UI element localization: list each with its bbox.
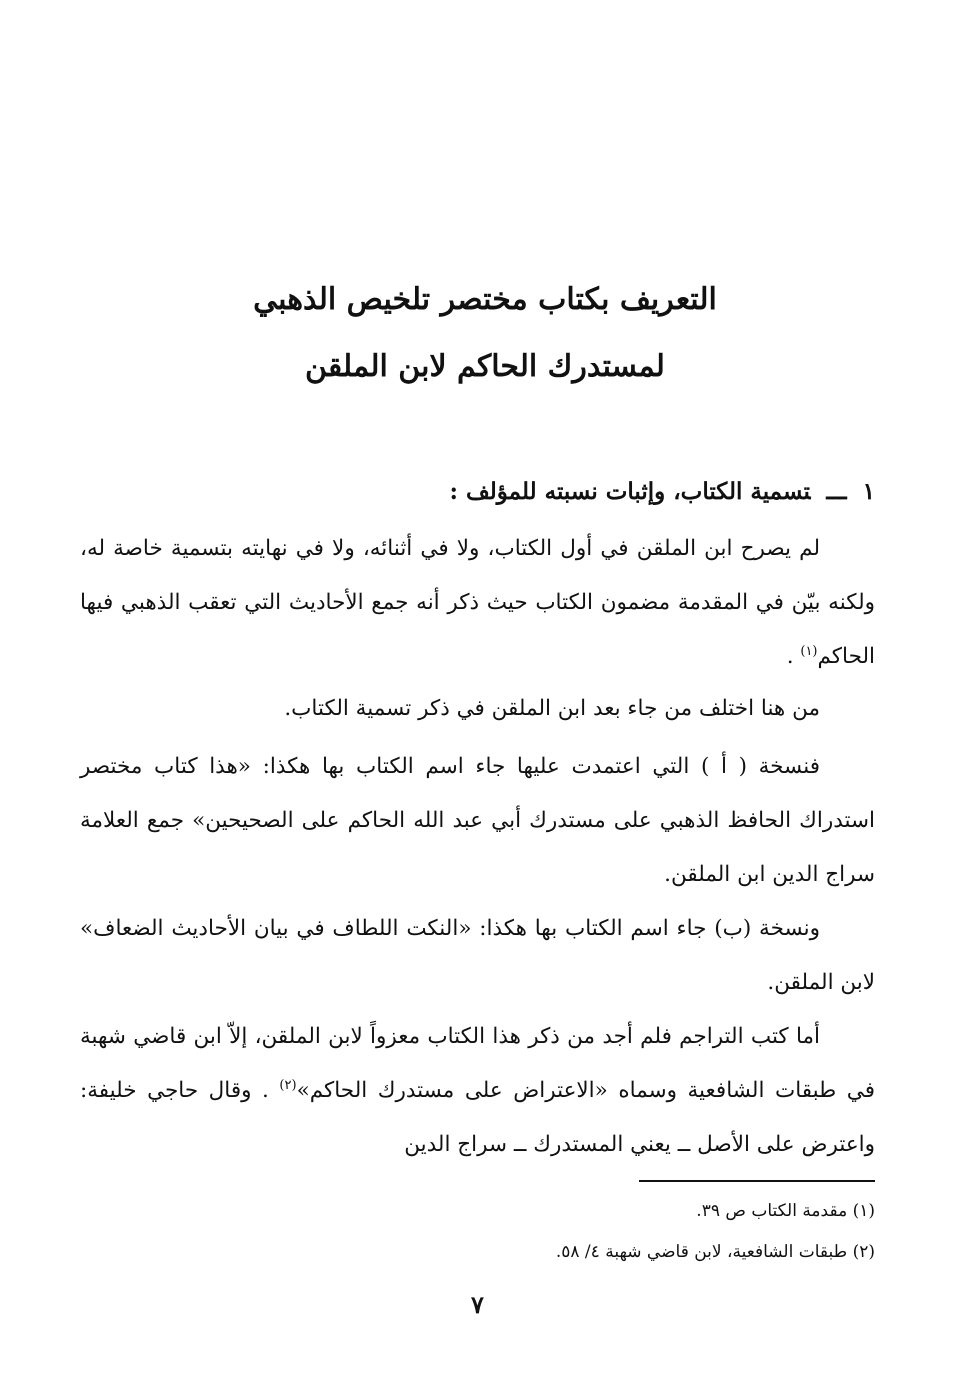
paragraph-5 <box>80 1010 875 1172</box>
section-number: ١ <box>862 478 875 505</box>
footnote-divider <box>639 1180 875 1182</box>
paragraph-1-text: لم يصرح ابن الملقن في أول الكتاب، ولا في أثنائه، ولا في نهايته بتسمية خاصة له، ولكنه بيّن في المقدمة مضمون الكتاب حيث ذكر أنه جمع الأحاديث التي تعقب الذهبي فيها الحاكم <box>80 536 875 669</box>
paragraph-3: فنسخة ( أ ) التي اعتمدت عليها جاء اسم الكتاب بها هكذا: «هذا كتاب مختصر استدراك الحافظ الذهبي على مستدرك أبي عبد الله الحاكم على الصحيحين» جمع العلامة سراج الدين ابن الملقن. <box>80 754 875 887</box>
footnote-2: (٢) طبقات الشافعية، لابن قاضي شهبة ٤/ ٥٨. <box>555 1242 875 1262</box>
paragraph-5-text: أما كتب التراجم فلم أجد من ذكر هذا الكتاب معزواً لابن الملقن، إلاّ ابن قاضي شهبة في طبقات الشافعية وسماه «الاعتراض على مستدرك الحاكم» <box>80 1024 875 1103</box>
section-dash: ـــ <box>826 478 847 505</box>
footnote-ref-1: (١) <box>800 643 818 659</box>
page-title-line-2: لمستدرك الحاكم لابن الملقن <box>305 349 665 384</box>
footnote-1: (١) مقدمة الكتاب ص ٣٩. <box>696 1201 875 1221</box>
section-heading <box>75 474 875 510</box>
page-number: ٧ <box>471 1290 484 1319</box>
paragraph-2: من هنا اختلف من جاء بعد ابن الملقن في ذكر تسمية الكتاب. <box>284 696 820 721</box>
footnote-ref-2: (٢) <box>279 1077 297 1093</box>
paragraph-1-end: . <box>786 644 801 669</box>
page-title-line-1: التعريف بكتاب مختصر تلخيص الذهبي <box>253 282 717 317</box>
paragraph-5-continuation: . وقال حاجي خليفة: واعترض على الأصل ــ يعني المستدرك ــ سراج الدين <box>80 1078 875 1157</box>
section-heading-text: تسمية الكتاب، وإثبات نسبته للمؤلف : <box>449 478 811 505</box>
paragraph-1 <box>80 522 875 684</box>
paragraph-4: ونسخة (ب) جاء اسم الكتاب بها هكذا: «النكت اللطاف في بيان الأحاديث الضعاف» لابن الملقن. <box>80 916 875 995</box>
